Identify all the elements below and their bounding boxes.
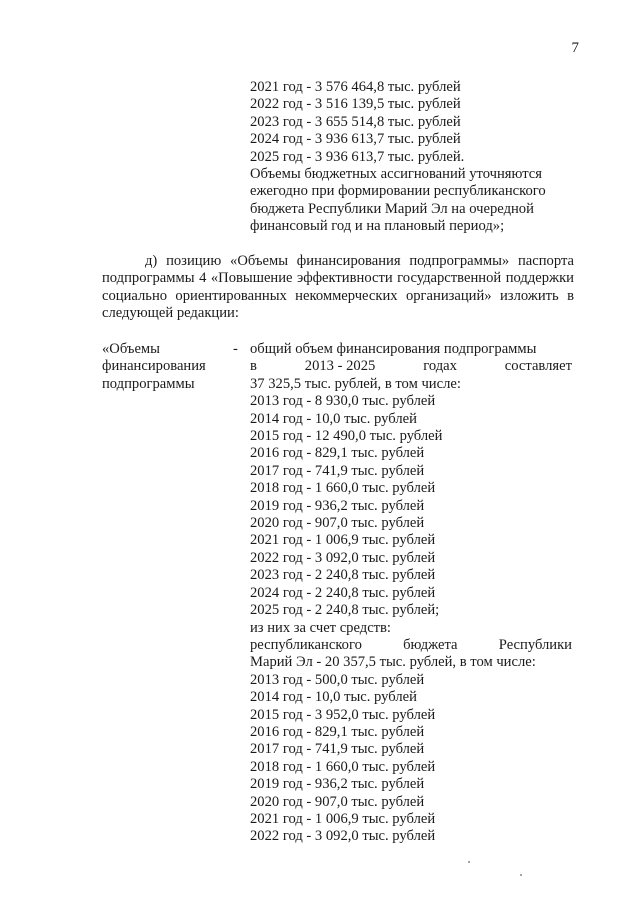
paragraph-line: д) позицию «Объемы финансирования подпрограммы» паспорта (145, 253, 574, 269)
budget-year-line: 2013 год - 500,0 тыс. рублей (250, 671, 425, 688)
year-line: 2022 год - 3 516 139,5 тыс. рублей (250, 96, 461, 113)
intro-word: в (250, 358, 257, 375)
budget-year-line: 2015 год - 3 952,0 тыс. рублей (250, 706, 436, 723)
intro-line-spread (250, 358, 572, 375)
budget-line-spread (250, 637, 572, 654)
total-year-line: 2014 год - 10,0 тыс. рублей (250, 410, 417, 427)
note-line: Объемы бюджетных ассигнований уточняются (250, 166, 542, 183)
budget-word: бюджета (403, 636, 458, 653)
paragraph-d (102, 253, 574, 323)
scan-speck (468, 861, 470, 863)
year-line: 2024 год - 3 936 613,7 тыс. рублей (250, 131, 461, 148)
budget-word: Республики (498, 636, 572, 653)
table-label-line: финансирования (102, 358, 206, 375)
intro-word: годах (423, 358, 457, 375)
funding-years-continued (250, 79, 572, 236)
note-line: ежегодно при формировании республиканского (250, 183, 546, 200)
budget-year-line: 2020 год - 907,0 тыс. рублей (250, 793, 425, 810)
budget-year-line: 2022 год - 3 092,0 тыс. рублей (250, 828, 436, 845)
sources-line: из них за счет средств: (250, 619, 391, 636)
total-year-line: 2016 год - 829,1 тыс. рублей (250, 445, 425, 462)
note-line: бюджета Республики Марий Эл на очередной (250, 200, 534, 217)
total-year-line: 2017 год - 741,9 тыс. рублей (250, 462, 425, 479)
intro-line: 37 325,5 тыс. рублей, в том числе: (250, 375, 461, 392)
budget-year-line: 2017 год - 741,9 тыс. рублей (250, 741, 425, 758)
total-year-line: 2015 год - 12 490,0 тыс. рублей (250, 428, 443, 445)
table-dash: - (233, 341, 238, 357)
year-line: 2021 год - 3 576 464,8 тыс. рублей (250, 79, 461, 95)
note-line: финансовый год и на плановый период»; (250, 218, 505, 235)
paragraph-line: подпрограммы 4 «Повышение эффективности государственной (102, 270, 502, 287)
page-number: 7 (571, 40, 579, 56)
total-year-line: 2024 год - 2 240,8 тыс. рублей (250, 584, 436, 601)
year-line: 2025 год - 3 936 613,7 тыс. рублей. (250, 148, 465, 165)
intro-line: общий объем финансирования подпрограммы (250, 341, 537, 357)
year-line: 2023 год - 3 655 514,8 тыс. рублей (250, 113, 461, 130)
table-label-line: «Объемы (102, 341, 160, 357)
paragraph-line: поддержки социально ориентированных некоммерческих организаций» (102, 270, 574, 304)
table-value-column (250, 341, 572, 846)
budget-year-line: 2018 год - 1 660,0 тыс. рублей (250, 758, 436, 775)
table-label-line: подпрограммы (102, 375, 195, 392)
total-year-line: 2020 год - 907,0 тыс. рублей (250, 515, 425, 532)
total-year-line: 2023 год - 2 240,8 тыс. рублей (250, 567, 436, 584)
intro-word: составляет (504, 358, 572, 375)
intro-word: 2013 - 2025 (304, 358, 376, 375)
budget-year-line: 2021 год - 1 006,9 тыс. рублей (250, 810, 436, 827)
total-year-line: 2022 год - 3 092,0 тыс. рублей (250, 549, 436, 566)
budget-year-line: 2019 год - 936,2 тыс. рублей (250, 776, 425, 793)
total-year-line: 2025 год - 2 240,8 тыс. рублей; (250, 602, 440, 619)
total-year-line: 2021 год - 1 006,9 тыс. рублей (250, 532, 436, 549)
budget-year-line: 2016 год - 829,1 тыс. рублей (250, 723, 425, 740)
paragraph-line: изложить в следующей редакции: (102, 287, 574, 322)
budget-year-line: 2014 год - 10,0 тыс. рублей (250, 689, 417, 706)
table-label-column (102, 341, 232, 393)
budget-line: Марий Эл - 20 357,5 тыс. рублей, в том числе: (250, 654, 536, 671)
total-year-line: 2018 год - 1 660,0 тыс. рублей (250, 480, 436, 497)
budget-word: республиканского (250, 636, 362, 653)
total-year-line: 2013 год - 8 930,0 тыс. рублей (250, 393, 436, 410)
scan-speck (520, 874, 522, 876)
total-year-line: 2019 год - 936,2 тыс. рублей (250, 497, 425, 514)
